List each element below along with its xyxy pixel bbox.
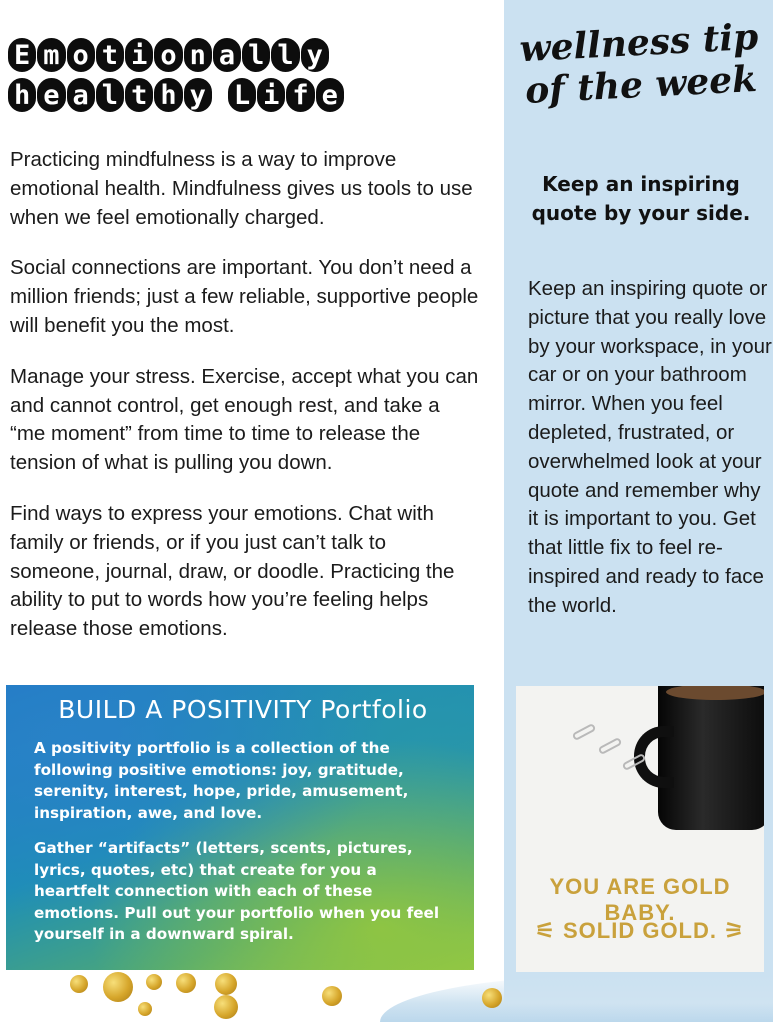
title-letter: e [321, 79, 338, 111]
title-letter-bubble [96, 78, 124, 112]
gold-dot-decoration [103, 972, 133, 1002]
title-letter: E [14, 39, 31, 71]
title-letter: i [263, 79, 280, 111]
title-letter: o [72, 39, 89, 71]
gold-dot-decoration [138, 1002, 152, 1016]
title-letter: t [101, 39, 119, 71]
positivity-paragraph-1: A positivity portfolio is a collection of the following positive emotions: joy, gratitude, serenity, interest, hope, pride, amusement, inspiration, awe, and love. [34, 739, 409, 822]
title-letter-bubble [125, 78, 153, 112]
title-letter: y [189, 79, 206, 111]
title-word-gap [213, 78, 227, 112]
gold-quote-line-1: YOU ARE GOLD BABY. [549, 874, 731, 925]
gold-dot-decoration [214, 995, 238, 1019]
tip-body: Keep an inspiring quote or picture that you really love by your workspace, in your car or on your bathroom mirror. When you feel depleted, frustrated, or overwhelmed look at your quote and remember why it is important to you. Get that little fix to feel re-inspired and ready to face the world. [528, 277, 772, 617]
title-letter: L [233, 79, 251, 111]
title-letter-bubble [228, 78, 256, 112]
title-letter-bubble [316, 78, 344, 112]
gold-dot-decoration [146, 974, 162, 990]
title-letter-bubble [257, 78, 285, 112]
positivity-portfolio-box [6, 685, 474, 970]
title-letter-bubble [37, 38, 65, 72]
title-letter: o [160, 39, 177, 71]
gold-dot-decoration [482, 988, 502, 1008]
title-letter-bubble [301, 38, 329, 72]
paragraph-emotions: Find ways to express your emotions. Chat with family or friends, or if you just can’t talk to someone, journal, draw, or doodle. Practicing the ability to put to words how you’re feeling helps release those emotions. [10, 501, 455, 641]
paragraph-social: Social connections are important. You don’t need a million friends; just a few reliable, supportive people will benefit you the most. [10, 256, 479, 337]
title-letter: f [292, 79, 309, 111]
wellness-tip-title: wellness tip of the week [518, 15, 760, 113]
title-letter-bubble [184, 78, 212, 112]
title-letter-bubble [213, 38, 241, 72]
gold-dot-decoration [215, 973, 237, 995]
paragraph-stress: Manage your stress. Exercise, accept what you can and cannot control, get enough rest, and take a “me moment” from time to time to release the tension of what is pulling you down. [10, 364, 479, 475]
decorative-wave [380, 975, 773, 1022]
title-letter: l [277, 39, 294, 71]
paperclip-icon [598, 737, 623, 755]
title-letter: y [306, 39, 323, 71]
title-letter-bubble [242, 38, 270, 72]
title-letter: i [131, 39, 148, 71]
title-letter: n [189, 39, 206, 71]
title-letter-bubble [8, 38, 36, 72]
title-letter-bubble [154, 78, 182, 112]
title-letter-bubble [154, 38, 182, 72]
title-letter: e [43, 79, 60, 111]
title-letter-bubble [271, 38, 299, 72]
page-title [8, 38, 488, 118]
title-letter-bubble [67, 38, 95, 72]
title-letter-bubble [184, 38, 212, 72]
title-letter-bubble [67, 78, 95, 112]
title-letter: t [131, 79, 148, 111]
paperclip-icon [572, 723, 597, 741]
title-letter-bubble [286, 78, 314, 112]
gold-dot-decoration [322, 986, 342, 1006]
positivity-paragraph-2: Gather “artifacts” (letters, scents, pictures, lyrics, quotes, etc) that create for you a heartfelt connection with each of these emotions. Pull out your portfolio when you feel yourself in a downward spiral. [34, 839, 440, 943]
gold-dot-decoration [70, 975, 88, 993]
title-letter: a [72, 79, 89, 111]
gold-quote-photo [516, 686, 764, 972]
title-letter: m [43, 39, 60, 71]
title-letter-bubble [96, 38, 124, 72]
gold-dot-decoration [176, 973, 196, 993]
title-letter: l [101, 79, 119, 111]
title-letter-bubble [37, 78, 65, 112]
title-letter: l [248, 39, 265, 71]
title-letter-bubble [125, 38, 153, 72]
title-letter: h [160, 79, 177, 111]
paragraph-mindfulness: Practicing mindfulness is a way to improve emotional health. Mindfulness gives us tools to use when we feel emotionally charged. [10, 148, 473, 229]
title-line-2 [8, 78, 488, 112]
title-line-1 [8, 38, 488, 72]
title-letter: h [14, 79, 31, 111]
article-body [10, 146, 480, 666]
title-letter: a [218, 39, 236, 71]
positivity-heading: BUILD A POSITIVITY Portfolio [58, 695, 428, 724]
tip-heading: Keep an inspiring quote by your side. [531, 172, 751, 225]
title-letter-bubble [8, 78, 36, 112]
gold-quote-line-2: ⚟ SOLID GOLD. ⚞ [535, 918, 745, 943]
